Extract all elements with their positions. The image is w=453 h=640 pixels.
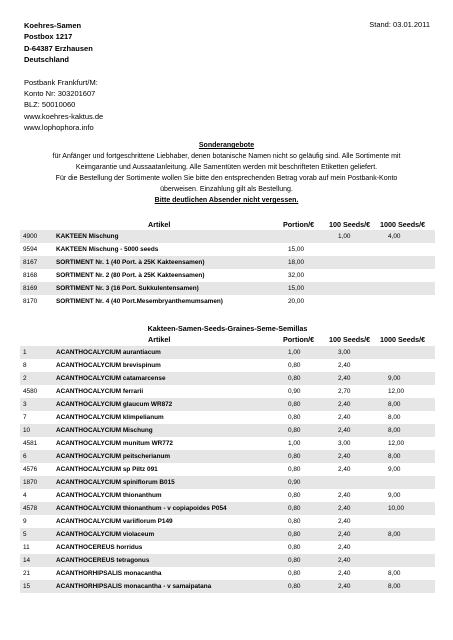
price-100-seeds: 2,40 — [338, 544, 351, 551]
city: D-64387 Erzhausen — [24, 43, 93, 53]
table-row[interactable] — [20, 463, 435, 476]
article-number: 10 — [20, 424, 53, 437]
table-row[interactable] — [20, 243, 435, 256]
website-link[interactable]: www.lophophora.info — [24, 123, 94, 133]
price-100-seeds: 3,00 — [338, 440, 351, 447]
price-portion: 0,80 — [288, 570, 301, 577]
article-name: ACANTHOCALYCIUM munitum WR772 — [56, 440, 173, 447]
price-100-seeds: 2,40 — [335, 398, 385, 411]
price-portion: 0,80 — [288, 518, 301, 525]
price-1000-seeds — [385, 541, 435, 554]
table-row[interactable] — [20, 346, 435, 359]
column-header-artikel: Artikel — [148, 335, 171, 344]
table-row[interactable] — [20, 411, 435, 424]
price-100-seeds — [335, 243, 385, 256]
price-1000-seeds: 8,00 — [385, 398, 435, 411]
price-portion: 0,80 — [285, 528, 335, 541]
intro-text-line: überweisen. Einzahlung gilt als Bestellung. — [160, 186, 293, 193]
date-stamp: Stand: 03.01.2011 — [369, 20, 430, 29]
article-number: 14 — [20, 554, 53, 567]
price-1000-seeds: 8,00 — [385, 580, 435, 593]
column-header-100-seeds: 100 Seeds/€ — [329, 335, 371, 344]
price-portion: 0,90 — [288, 388, 301, 395]
price-100-seeds: 2,40 — [335, 580, 385, 593]
price-1000-seeds — [385, 554, 435, 567]
price-100-seeds — [335, 295, 385, 308]
price-100-seeds: 2,40 — [335, 424, 385, 437]
table-row[interactable] — [20, 502, 435, 515]
article-number: 9 — [23, 518, 27, 525]
article-name: ACANTHOCALYCIUM brevispinum — [56, 362, 161, 369]
article-name: ACANTHOCALYCIUM catamarcense — [53, 372, 285, 385]
company-name: Koehres-Samen — [24, 21, 82, 30]
price-1000-seeds — [385, 256, 435, 269]
price-100-seeds: 2,40 — [335, 528, 385, 541]
price-100-seeds: 2,40 — [335, 554, 385, 567]
article-name: ACANTHOCALYCIUM violaceum — [53, 528, 285, 541]
article-number: 9594 — [23, 246, 38, 253]
table-row[interactable] — [20, 476, 435, 489]
article-number: 1 — [20, 346, 53, 359]
table-row[interactable] — [20, 282, 435, 295]
price-100-seeds — [335, 269, 385, 282]
article-number: 4576 — [23, 466, 38, 473]
price-100-seeds: 2,40 — [338, 466, 351, 473]
intro-text-line: Für die Bestellung der Sortimente wollen Sie bitte den entsprechenden Betrag vorab auf mein Postbank-Konto — [55, 175, 398, 182]
price-1000-seeds: 8,00 — [385, 424, 435, 437]
price-1000-seeds — [385, 346, 435, 359]
price-portion: 0,80 — [288, 492, 301, 499]
price-1000-seeds — [385, 476, 435, 489]
article-name: ACANTHOCALYCIUM thionanthum - v copiapoides P054 — [53, 502, 285, 515]
column-header-portion: Portion/€ — [283, 335, 315, 344]
price-100-seeds: 2,40 — [335, 450, 385, 463]
price-100-seeds — [335, 282, 385, 295]
table-row[interactable] — [20, 515, 435, 528]
special-offers-table — [20, 230, 435, 308]
article-number: 4578 — [20, 502, 53, 515]
table-row[interactable] — [20, 385, 435, 398]
price-1000-seeds: 8,00 — [388, 414, 401, 421]
price-1000-seeds: 12,00 — [388, 440, 404, 447]
price-portion: 0,80 — [288, 544, 301, 551]
article-number: 21 — [23, 570, 31, 577]
price-1000-seeds: 9,00 — [388, 492, 401, 499]
article-number: 8170 — [23, 298, 38, 305]
article-number: 8169 — [20, 282, 53, 295]
table-row[interactable] — [20, 372, 435, 385]
article-number: 6 — [20, 450, 53, 463]
price-1000-seeds: 9,00 — [388, 466, 401, 473]
article-name: ACANTHOCALYCIUM Mischung — [53, 424, 285, 437]
special-offers-title: Sonderangebote — [198, 142, 255, 149]
price-1000-seeds — [385, 269, 435, 282]
country: Deutschland — [24, 55, 70, 65]
price-100-seeds: 2,40 — [338, 362, 351, 369]
price-portion: 0,90 — [285, 476, 335, 489]
price-portion — [285, 230, 335, 243]
table-row[interactable] — [20, 580, 435, 593]
article-name: ACANTHOCALYCIUM variiflorum P149 — [56, 518, 173, 525]
price-100-seeds — [335, 476, 385, 489]
table-row[interactable] — [20, 489, 435, 502]
article-number: 11 — [23, 544, 30, 551]
price-portion: 0,80 — [285, 424, 335, 437]
article-name: SORTIMENT Nr. 4 (40 Port.Mesembryanthemumsamen) — [56, 298, 223, 305]
table-row[interactable] — [20, 567, 435, 580]
article-number: 3 — [20, 398, 53, 411]
table-row[interactable] — [20, 269, 435, 282]
table-row[interactable] — [20, 295, 435, 308]
price-portion: 0,80 — [285, 580, 335, 593]
intro-text-line: Keimgarantie und Aussaatanleitung. Alle Samentüten werden mit beschrifteten Etiketten geliefert. — [75, 164, 378, 171]
price-portion: 0,80 — [288, 466, 301, 473]
price-portion: 1,00 — [285, 346, 335, 359]
article-number: 2 — [20, 372, 53, 385]
article-number: 1870 — [20, 476, 53, 489]
article-name: ACANTHOCALYCIUM klimpelianum — [56, 414, 164, 421]
price-1000-seeds: 10,00 — [385, 502, 435, 515]
table-row[interactable] — [20, 528, 435, 541]
price-portion: 0,80 — [285, 372, 335, 385]
column-header-1000-seeds: 1000 Seeds/€ — [380, 220, 426, 229]
seeds-table — [20, 346, 435, 593]
table-row[interactable] — [20, 230, 435, 243]
column-header-1000-seeds: 1000 Seeds/€ — [380, 335, 426, 344]
article-number: 7 — [23, 414, 27, 421]
article-name: ACANTHOCALYCIUM aurantiacum — [53, 346, 285, 359]
price-portion: 15,00 — [285, 282, 335, 295]
table-row[interactable] — [20, 554, 435, 567]
article-number: 4900 — [20, 230, 53, 243]
article-number: 8167 — [20, 256, 53, 269]
account-number: Konto Nr: 303201607 — [24, 89, 96, 99]
table-row[interactable] — [20, 437, 435, 450]
bank-name: Postbank Frankfurt/M: — [24, 77, 98, 87]
table-row[interactable] — [20, 398, 435, 411]
price-portion: 0,80 — [285, 554, 335, 567]
article-name: KAKTEEN Mischung — [53, 230, 285, 243]
article-name: ACANTHOCALYCIUM glaucum WR872 — [53, 398, 285, 411]
article-name: ACANTHOCALYCIUM ferrarii — [56, 388, 144, 395]
article-name: ACANTHORHIPSALIS monacantha — [56, 570, 162, 577]
article-number: 4581 — [23, 440, 38, 447]
table-row[interactable] — [20, 256, 435, 269]
column-header-100-seeds: 100 Seeds/€ — [329, 220, 371, 229]
article-name: ACANTHORHIPSALIS monacantha - v samaipatana — [53, 580, 285, 593]
article-number: 8168 — [23, 272, 38, 279]
price-100-seeds: 1,00 — [335, 230, 385, 243]
price-1000-seeds — [385, 282, 435, 295]
price-100-seeds: 2,40 — [338, 570, 351, 577]
article-name: SORTIMENT Nr. 1 (40 Port. à 25K Kakteensamen) — [53, 256, 285, 269]
article-name: ACANTHOCALYCIUM spiniflorum B015 — [53, 476, 285, 489]
bank-code: BLZ: 50010060 — [24, 100, 76, 110]
article-number: 4580 — [23, 388, 38, 395]
column-header-artikel: Artikel — [148, 220, 171, 229]
table-row[interactable] — [20, 541, 435, 554]
article-number: 8 — [23, 362, 27, 369]
article-name: ACANTHOCALYCIUM thionanthum — [56, 492, 162, 499]
intro-reminder: Bitte deutlichen Absender nicht vergessen. — [154, 197, 299, 204]
price-portion: 15,00 — [288, 246, 304, 253]
article-number: 5 — [20, 528, 53, 541]
price-portion: 1,00 — [288, 440, 301, 447]
price-portion: 0,80 — [288, 414, 301, 421]
price-portion: 0,80 — [285, 502, 335, 515]
price-100-seeds: 2,40 — [338, 492, 351, 499]
table-row[interactable] — [20, 359, 435, 372]
price-1000-seeds: 8,00 — [385, 450, 435, 463]
article-name: ACANTHOCEREUS horridus — [56, 544, 143, 551]
price-portion: 32,00 — [288, 272, 304, 279]
price-100-seeds: 3,00 — [335, 346, 385, 359]
article-name: SORTIMENT Nr. 2 (80 Port. à 25K Kakteensamen) — [56, 272, 205, 279]
price-portion: 0,80 — [285, 398, 335, 411]
article-number: 4 — [23, 492, 27, 499]
price-1000-seeds: 8,00 — [388, 570, 401, 577]
price-100-seeds: 2,40 — [335, 502, 385, 515]
price-100-seeds: 2,40 — [338, 518, 351, 525]
price-portion: 0,80 — [285, 450, 335, 463]
article-name: ACANTHOCALYCIUM sp Piltz 091 — [56, 466, 158, 473]
article-name: ACANTHOCALYCIUM peitscherianum — [53, 450, 285, 463]
price-portion: 0,80 — [288, 362, 301, 369]
price-1000-seeds — [385, 243, 435, 256]
price-1000-seeds — [385, 295, 435, 308]
price-1000-seeds: 4,00 — [385, 230, 435, 243]
price-portion: 20,00 — [288, 298, 304, 305]
article-name: ACANTHOCEREUS tetragonus — [53, 554, 285, 567]
price-100-seeds: 2,70 — [338, 388, 351, 395]
table-row[interactable] — [20, 424, 435, 437]
price-1000-seeds: 8,00 — [385, 528, 435, 541]
column-header-portion: Portion/€ — [283, 220, 315, 229]
intro-text-line: für Anfänger und fortgeschrittene Liebhaber, denen botanische Namen nicht so geläufig sind. Alle Sortimente mit — [52, 153, 401, 160]
sender-address — [24, 20, 103, 134]
price-portion: 18,00 — [285, 256, 335, 269]
table-row[interactable] — [20, 450, 435, 463]
article-number: 15 — [20, 580, 53, 593]
website-link[interactable]: www.koehres-kaktus.de — [24, 111, 104, 121]
price-1000-seeds: 9,00 — [385, 372, 435, 385]
price-100-seeds: 2,40 — [335, 372, 385, 385]
price-100-seeds: 2,40 — [338, 414, 351, 421]
special-offers-intro — [20, 140, 433, 206]
article-name: SORTIMENT Nr. 3 (16 Port. Sukkulentensamen) — [53, 282, 285, 295]
price-1000-seeds — [385, 515, 435, 528]
postbox: Postbox 1217 — [24, 32, 73, 42]
article-name: KAKTEEN Mischung - 5000 seeds — [56, 246, 159, 253]
price-100-seeds — [335, 256, 385, 269]
price-1000-seeds — [385, 359, 435, 372]
price-1000-seeds: 12,00 — [388, 388, 404, 395]
seeds-section-title: Kakteen-Samen-Seeds-Graines-Seme-Semillas — [147, 324, 308, 333]
